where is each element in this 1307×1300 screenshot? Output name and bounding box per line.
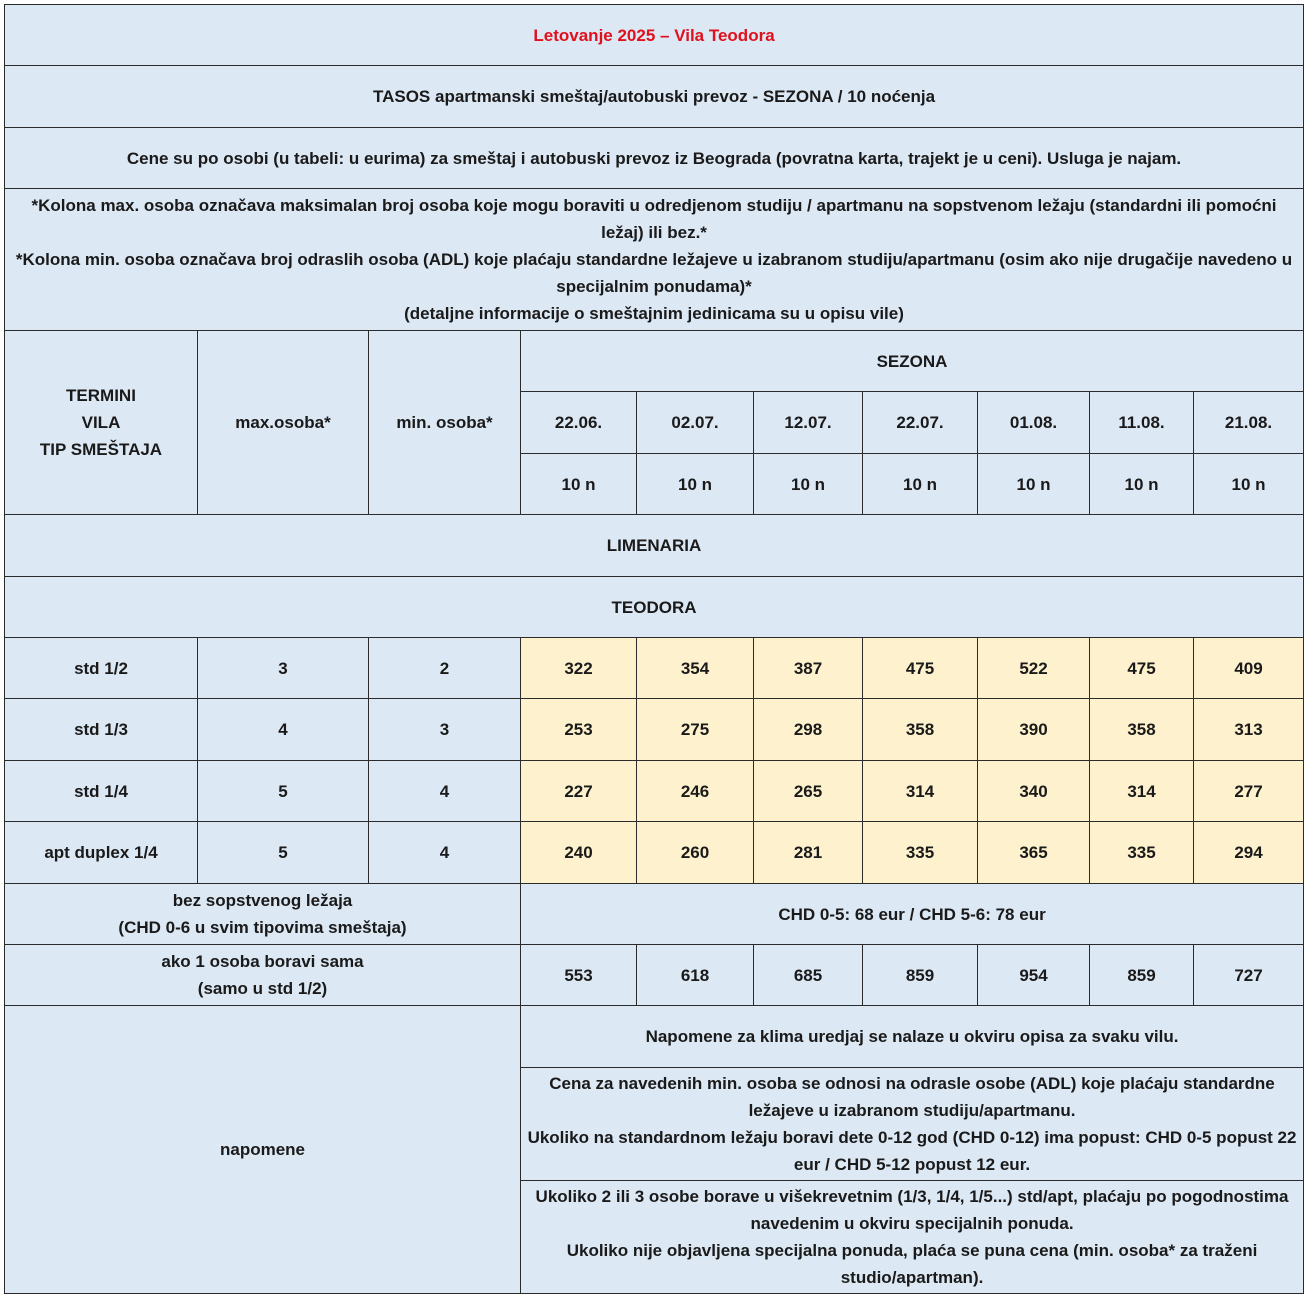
max-persons: 5	[198, 761, 369, 822]
price-cell: 313	[1194, 699, 1304, 761]
header-season: SEZONA	[521, 331, 1304, 392]
min-persons: 2	[369, 638, 521, 699]
price-cell: 335	[863, 822, 978, 884]
room-type: std 1/3	[5, 699, 198, 761]
page-title: Letovanje 2025 – Vila Teodora	[5, 5, 1304, 66]
header-nights: 10 n	[863, 454, 978, 515]
single-person-label	[5, 945, 521, 1006]
no-bed-row	[5, 884, 1304, 945]
note-paragraph: Ukoliko na standardnom ležaju boravi dete 0-12 god (CHD 0-12) ima popust: CHD 0-5 popust 22 eur / CHD 5-12 popust 12 eur.	[527, 1128, 1297, 1174]
price-cell: 275	[637, 699, 754, 761]
price-cell: 475	[1090, 638, 1194, 699]
note-paragraph: Ukoliko 2 ili 3 osobe borave u višekrevetnim (1/3, 1/4, 1/5...) std/apt, plaćaju po pogodnostima navedenim u okviru specijalnih ponuda.	[535, 1187, 1289, 1233]
header-terms-line: TIP SMEŠTAJA	[39, 440, 163, 459]
header-nights: 10 n	[754, 454, 863, 515]
header-date: 21.08.	[1194, 392, 1304, 454]
price-cell: 246	[637, 761, 754, 822]
single-price-cell: 859	[863, 945, 978, 1006]
min-persons: 4	[369, 761, 521, 822]
price-cell: 475	[863, 638, 978, 699]
header-nights: 10 n	[521, 454, 637, 515]
price-cell: 340	[978, 761, 1090, 822]
room-type: std 1/2	[5, 638, 198, 699]
header-date: 22.07.	[863, 392, 978, 454]
table-row	[5, 638, 1304, 699]
subtitle: TASOS apartmanski smeštaj/autobuski prevoz - SEZONA / 10 noćenja	[5, 66, 1304, 128]
single-price-cell: 618	[637, 945, 754, 1006]
single-person-label-line: ako 1 osoba boravi sama	[161, 952, 364, 971]
single-person-label-line: (samo u std 1/2)	[197, 979, 328, 998]
single-price-cell: 553	[521, 945, 637, 1006]
room-type: apt duplex 1/4	[5, 822, 198, 884]
no-bed-value: CHD 0-5: 68 eur / CHD 5-6: 78 eur	[521, 884, 1304, 945]
price-cell: 227	[521, 761, 637, 822]
price-cell: 354	[637, 638, 754, 699]
room-type: std 1/4	[5, 761, 198, 822]
price-cell: 409	[1194, 638, 1304, 699]
note-paragraph: Cena za navedenih min. osoba se odnosi na odrasle osobe (ADL) koje plaćaju standardne ležajeve u izabranom studiju/apartmanu.	[549, 1074, 1275, 1120]
single-price-cell: 727	[1194, 945, 1304, 1006]
max-persons: 3	[198, 638, 369, 699]
min-persons: 3	[369, 699, 521, 761]
no-bed-label-line: (CHD 0-6 u svim tipovima smeštaja)	[118, 918, 407, 937]
header-nights: 10 n	[637, 454, 754, 515]
note-min-osoba: *Kolona min. osoba označava broj odraslih osoba (ADL) koje plaćaju standardne ležajeve u izabranom studiju/apartmanu (osim ako nije drugačije navedeno u specijalnim ponudama)*	[15, 250, 1293, 296]
price-cell: 281	[754, 822, 863, 884]
note-item	[521, 1181, 1304, 1294]
price-cell: 294	[1194, 822, 1304, 884]
table-row	[5, 822, 1304, 884]
table-row	[5, 699, 1304, 761]
price-cell: 522	[978, 638, 1090, 699]
header-nights: 10 n	[978, 454, 1090, 515]
price-cell: 253	[521, 699, 637, 761]
header-terms-line: VILA	[81, 413, 121, 432]
price-cell: 240	[521, 822, 637, 884]
note-max-osoba: *Kolona max. osoba označava maksimalan broj osoba koje mogu boraviti u odredjenom studiju / apartmanu na sopstvenom ležaju (standardni ili pomoćni ležaj) ili bez.*	[31, 196, 1277, 242]
price-cell: 277	[1194, 761, 1304, 822]
villa-heading: TEODORA	[5, 577, 1304, 638]
header-terms	[5, 331, 198, 515]
single-price-cell: 954	[978, 945, 1090, 1006]
price-cell: 314	[1090, 761, 1194, 822]
pricing-table	[4, 4, 1304, 1294]
note-item: Napomene za klima uredjaj se nalaze u okviru opisa za svaku vilu.	[521, 1006, 1304, 1068]
single-price-cell: 859	[1090, 945, 1194, 1006]
price-cell: 260	[637, 822, 754, 884]
price-cell: 322	[521, 638, 637, 699]
header-max-osoba: max.osoba*	[198, 331, 369, 515]
header-date: 02.07.	[637, 392, 754, 454]
price-cell: 358	[1090, 699, 1194, 761]
column-notes	[5, 189, 1304, 331]
header-terms-line: TERMINI	[66, 386, 136, 405]
header-date: 01.08.	[978, 392, 1090, 454]
header-date: 12.07.	[754, 392, 863, 454]
table-row	[5, 761, 1304, 822]
price-cell: 298	[754, 699, 863, 761]
single-person-row	[5, 945, 1304, 1006]
header-nights: 10 n	[1090, 454, 1194, 515]
price-cell: 387	[754, 638, 863, 699]
min-persons: 4	[369, 822, 521, 884]
price-cell: 358	[863, 699, 978, 761]
notes-label: napomene	[5, 1006, 521, 1294]
note-details: (detaljne informacije o smeštajnim jedinicama su u opisu vile)	[404, 304, 904, 323]
no-bed-label-line: bez sopstvenog ležaja	[172, 891, 353, 910]
header-nights: 10 n	[1194, 454, 1304, 515]
single-price-cell: 685	[754, 945, 863, 1006]
price-cell: 390	[978, 699, 1090, 761]
header-min-osoba: min. osoba*	[369, 331, 521, 515]
header-date: 11.08.	[1090, 392, 1194, 454]
price-note: Cene su po osobi (u tabeli: u eurima) za smeštaj i autobuski prevoz iz Beograda (povratna karta, trajekt je u ceni). Usluga je najam.	[5, 128, 1304, 189]
location-heading: LIMENARIA	[5, 515, 1304, 577]
note-paragraph: Ukoliko nije objavljena specijalna ponuda, plaća se puna cena (min. osoba* za traženi studio/apartman).	[566, 1241, 1258, 1287]
max-persons: 4	[198, 699, 369, 761]
price-cell: 335	[1090, 822, 1194, 884]
max-persons: 5	[198, 822, 369, 884]
price-cell: 265	[754, 761, 863, 822]
note-item	[521, 1068, 1304, 1181]
header-date: 22.06.	[521, 392, 637, 454]
no-bed-label	[5, 884, 521, 945]
price-cell: 314	[863, 761, 978, 822]
price-cell: 365	[978, 822, 1090, 884]
